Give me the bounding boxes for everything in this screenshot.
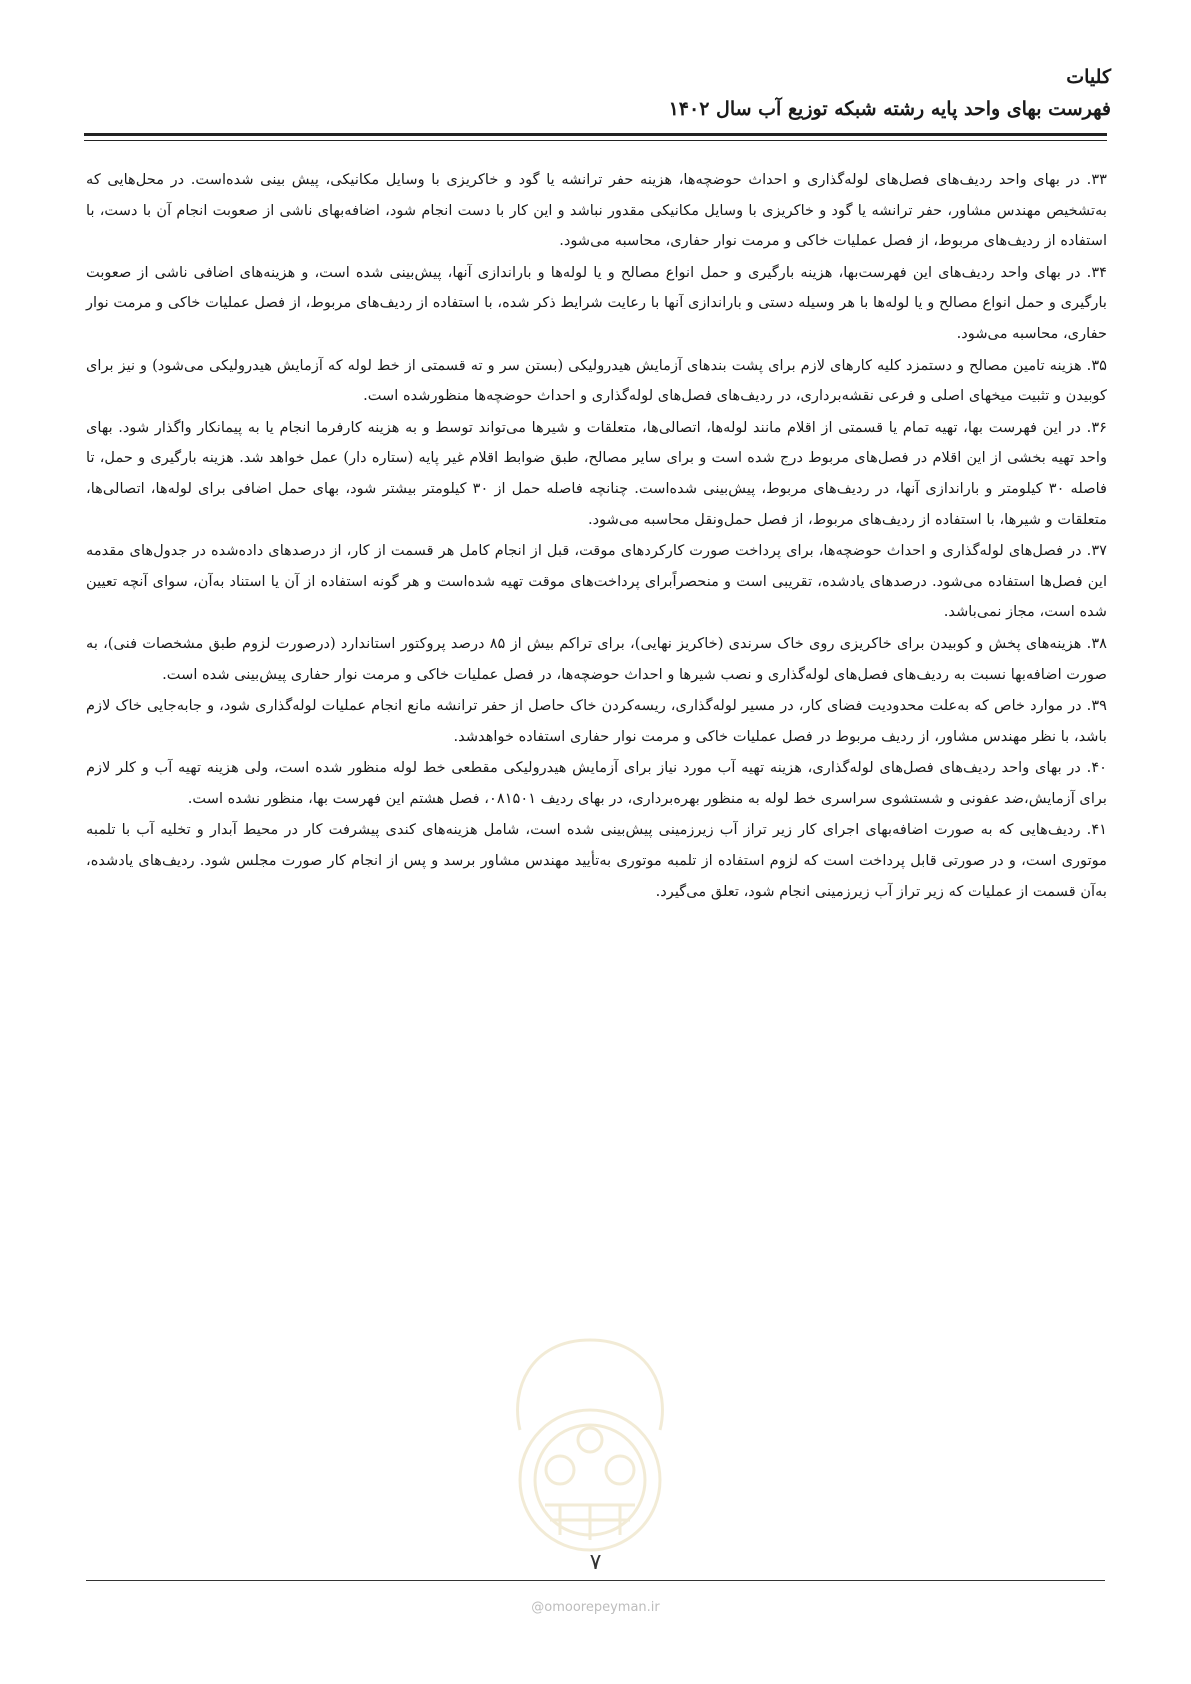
clause-40: ۴۰. در بهای واحد ردیف‌های فصل‌های لوله‌گذاری، هزینه تهیه آب مورد نیاز برای آزمایش هیدرولیکی مقطعی خط لوله منظور شده است، ولی هزینه تهیه آب و کلر لازم برای آزمایش،ضد عفونی و شستشوی سراسری خط لوله به منظور بهره‌برداری، در بهای ردیف ۰۸۱۵۰۱، فصل هشتم این فهرست بها، منظور نشده است. — [86, 759, 1107, 807]
page-number: ۷ — [589, 1550, 602, 1575]
watermark-seal-icon — [490, 1330, 690, 1570]
footer-rule — [86, 1580, 1105, 1581]
page-header — [80, 62, 1111, 126]
document-title: فهرست بهای واحد پایه رشته شبکه توزیع آب سال ۱۴۰۲ — [668, 98, 1111, 120]
clause-41: ۴۱. ردیف‌هایی که به صورت اضافه‌بهای اجرای کار زیر تراز آب زیرزمینی پیش‌بینی شده است، شامل هزینه‌های کندی پیشرفت کار در محیط آبدار و تخلیه آب با تلمبه موتوری است، و در صورتی قابل پرداخت است که لزوم استفاده از تلمبه موتوری به‌تأیید مهندس مشاور برسد و پس از انجام کار صورت مجلس شود. ردیف‌های یادشده، به‌آن قسمت از عملیات که زیر تراز آب زیرزمینی انجام شود، تعلق می‌گیرد. — [86, 821, 1107, 900]
clause-34: ۳۴. در بهای واحد ردیف‌های این فهرست‌بها، هزینه بارگیری و حمل انواع مصالح و یا لوله‌ها و باراندازی آنها، پیش‌بینی شده است، و هزینه‌های اضافی ناشی از صعوبت بارگیری و حمل انواع مصالح و یا لوله‌ها با هر وسیله دستی و باراندازی آنها با رعایت شرایط ذکر شده، با استفاده از ردیف‌های مربوط، از فصل عملیات خاکی و مرمت نوار حفاری، محاسبه می‌شود. — [86, 263, 1107, 342]
header-rule-thin — [84, 140, 1107, 141]
section-title: کلیات — [1066, 66, 1111, 88]
clause-33: ۳۳. در بهای واحد ردیف‌های فصل‌های لوله‌گذاری و احداث حوضچه‌ها، هزینه حفر ترانشه یا گود و خاکریزی با وسایل مکانیکی، پیش بینی شده‌است. در محل‌هایی که به‌تشخیص مهندس مشاور، حفر ترانشه یا گود و خاکریزی با وسایل مکانیکی مقدور نباشد و این کار با دست انجام شود، اضافه‌بهای ناشی از صعوبت انجام آن با دست، با استفاده از ردیف‌های مربوط، از فصل عملیات خاکی و مرمت نوار حفاری، محاسبه می‌شود. — [86, 171, 1107, 250]
clause-39: ۳۹. در موارد خاص که به‌علت محدودیت فضای کار، در مسیر لوله‌گذاری، ریسه‌کردن خاک حاصل از حفر ترانشه مانع انجام عملیات لوله‌گذاری شود، و جابه‌جایی خاک لازم باشد، با نظر مهندس مشاور، از ردیف مربوط در فصل عملیات خاکی و مرمت نوار حفاری استفاده خواهدشد. — [86, 697, 1107, 745]
clause-36: ۳۶. در این فهرست بها، تهیه تمام یا قسمتی از اقلام مانند لوله‌ها، اتصالی‌ها، متعلقات و شیرها می‌تواند توسط و به هزینه کارفرما انجام یا به پیمانکار واگذار شود. بهای واحد تهیه بخشی از این اقلام در فصل‌های مربوط درج شده است و برای سایر مصالح، طبق ضوابط اقلام غیر پایه (ستاره دار) عمل خواهد شد. هزینه بارگیری و حمل، تا فاصله ۳۰ کیلومتر و باراندازی آنها، در ردیف‌های مربوط، پیش‌بینی شده‌است. چنانچه فاصله حمل از ۳۰ کیلومتر بیشتر شود، بهای حمل اضافی برای لوله‌ها، اتصالی‌ها، متعلقات و شیرها، با استفاده از ردیف‌های مربوط، از فصل حمل‌ونقل محاسبه می‌شود. — [86, 418, 1108, 528]
website-watermark: @omoorepeyman.ir — [531, 1600, 660, 1615]
clause-35: ۳۵. هزینه تامین مصالح و دستمزد کلیه کارهای لازم برای پشت بندهای آزمایش هیدرولیکی (بستن سر و ته قسمتی از خط لوله که آزمایش هیدرولیکی می‌شود) و نیز برای کوبیدن و تثبیت میخهای اصلی و فرعی نقشه‌برداری، در ردیف‌های فصل‌های لوله‌گذاری و احداث حوضچه‌ها منظورشده است. — [86, 356, 1107, 405]
clause-37: ۳۷. در فصل‌های لوله‌گذاری و احداث حوضچه‌ها، برای پرداخت صورت کارکردهای موقت، قبل از انجام کامل هر قسمت از کار، از درصدهای داده‌شده در جدول‌های مقدمه این فصل‌ها استفاده می‌شود. درصدهای یادشده، تقریبی است و منحصراًبرای پرداخت‌های موقت تهیه شده‌است و هر گونه استفاده از آن یا استناد به‌آن، سوای آنچه تعیین شده است، مجاز نمی‌باشد. — [86, 542, 1107, 621]
clause-38: ۳۸. هزینه‌های پخش و کوبیدن برای خاکریزی روی خاک سرندی (خاکریز نهایی)، برای تراکم بیش از ۸۵ درصد پروکتور استاندارد (درصورت لزوم طبق مشخصات فنی)، به صورت اضافه‌بها نسبت به ردیف‌های فصل‌های لوله‌گذاری و نصب شیرها و احداث حوضچه‌ها، در فصل عملیات خاکی و مرمت نوار حفاری پیش‌بینی شده است. — [86, 634, 1107, 683]
header-rule-thick — [84, 133, 1107, 136]
page-body — [86, 165, 1107, 908]
